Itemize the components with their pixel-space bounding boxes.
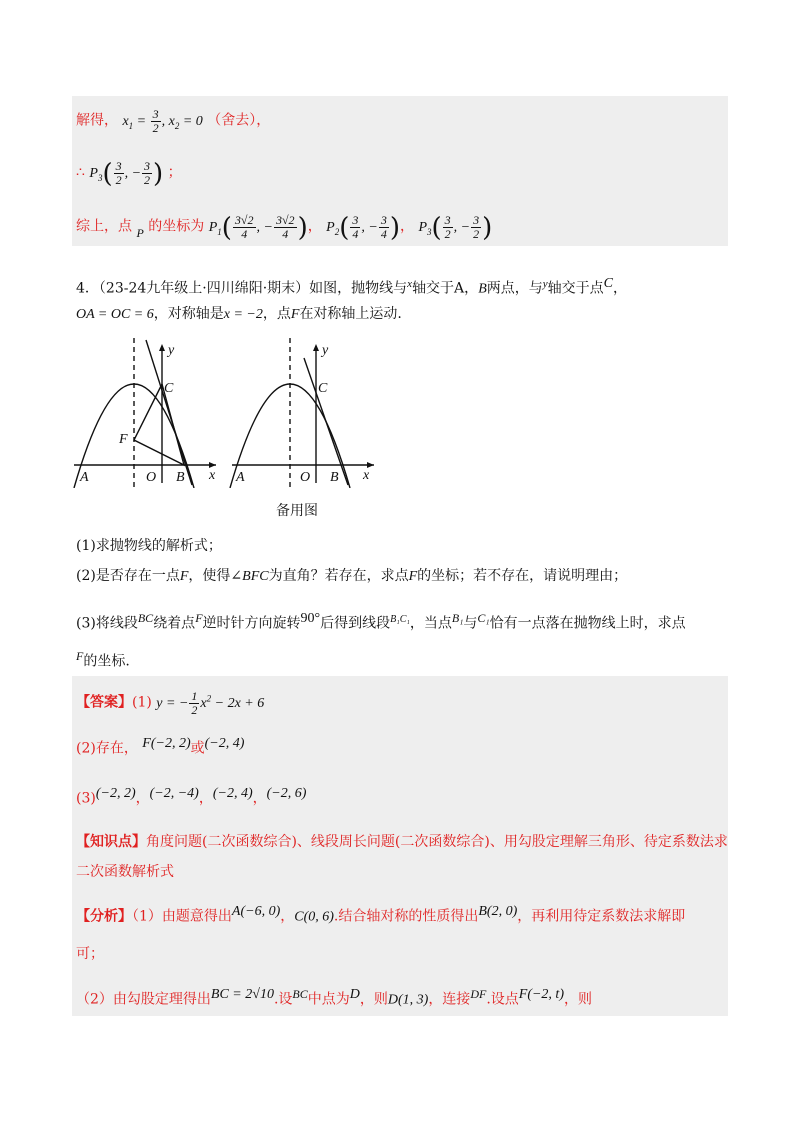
label-C: C [164, 381, 174, 396]
answer-1: 【答案】(1) y = − $\frac{1}{2}$ $x^2 - 2x + 6$ [76, 688, 265, 717]
answer-3: (3)(−2, 2)，(−2, −4)，(−2, 4)，(−2, 6) [76, 786, 307, 807]
y-axis-arrow-icon [159, 344, 165, 351]
problem-line2: OA = OC = 6，对称轴是x = −2，点F在对称轴上运动. [76, 306, 402, 322]
question-1: (1)求抛物线的解析式； [76, 538, 222, 554]
label-C: C [318, 381, 328, 396]
tangent-line [146, 340, 192, 485]
question-3: (3)将线段BC绕着点F逆时针方向旋转90°后得到线段$^{B_1C_1}$，当点B₁与C₁恰有一点落在抛物线上时，求点 [76, 611, 686, 632]
label-A: A [236, 470, 245, 485]
label-y: y [322, 343, 329, 358]
label-F: F [119, 432, 128, 447]
analysis-line3: （2）由勾股定理得出BC = 2√10.设BC中点为D，则D(1, 3)，连接DF.设点F(−2, t)，则 [76, 987, 592, 1008]
figure-backup [224, 338, 384, 488]
label-A: A [80, 470, 89, 485]
analysis-line1: 【分析】（1）由题意得出A(−6, 0)，C(0, 6).结合轴对称的性质得出B(2, 0)，再利用待定系数法求解即 [76, 904, 686, 925]
therefore-line: ∴ $P_3$( $\frac{3}{2}$ , − $\frac{3}{2}$ ) ； [76, 158, 182, 189]
triangle-bfc [134, 384, 184, 465]
question-3-cont: F的坐标. [76, 649, 130, 670]
label-B: B [330, 470, 339, 485]
label-y: y [168, 343, 175, 358]
label-x: x [209, 468, 216, 483]
parabola-equation: y = − $\frac{1}{2}$ $x^2 - 2x + 6$ [156, 688, 265, 717]
figure-caption: 备用图 [276, 503, 318, 519]
solve-line: 解得， $x_1$ = $\frac{3}{2}$ , $x_2 = 0$ （舍去）， [76, 107, 271, 135]
analysis-line2: 可； [76, 946, 104, 962]
p3-point: $P_3$( $\frac{3}{2}$ , − $\frac{3}{2}$ ) [89, 158, 164, 189]
label-x: x [363, 468, 370, 483]
x-solutions: $x_1$ = $\frac{3}{2}$ , $x_2 = 0$ [122, 107, 203, 135]
p1-point: $P_1$( $\frac{3√2}{4}$ , − $\frac{3√2}{4}$ ) [208, 212, 308, 243]
question-2: (2)是否存在一点F，使得∠BFC为直角？若存在，求点F的坐标；若不存在，请说明理由； [76, 568, 628, 584]
p2-point: $P_2$( $\frac{3}{4}$ , − $\frac{3}{4}$ ) [326, 212, 400, 243]
y-axis-arrow-icon [313, 344, 319, 351]
knowledge-line1: 【知识点】角度问题(二次函数综合)、线段周长问题(二次函数综合)、用勾股定理解三角形、待定系数法求 [76, 834, 728, 850]
knowledge-line2: 二次函数解析式 [76, 864, 174, 880]
p3-point-summary: $P_3$( $\frac{3}{2}$ , − $\frac{3}{2}$ ) [418, 212, 493, 243]
summary-line: 综上，点 P 的坐标为 $P_1$( $\frac{3√2}{4}$ , − $\frac{3√2}{4}$ )， $P_2$( $\frac{3}{4}$ , − $\frac{3}{4}$ )， $P_3$( $\frac{3}{2}$ , − $\frac{3}{2}$ ) [76, 212, 493, 243]
label-B: B [176, 470, 185, 485]
label-O: O [146, 470, 157, 485]
problem-header: 4．（23-24九年级上·四川绵阳·期末）如图，抛物线与$^x$轴交于A，B两点，与$^y$轴交于点C， [76, 276, 627, 297]
figure-main [66, 338, 226, 488]
tangent-line [304, 358, 348, 485]
label-O: O [300, 470, 311, 485]
answer-2: (2)存在， F(−2, 2)或(−2, 4) [76, 736, 245, 757]
